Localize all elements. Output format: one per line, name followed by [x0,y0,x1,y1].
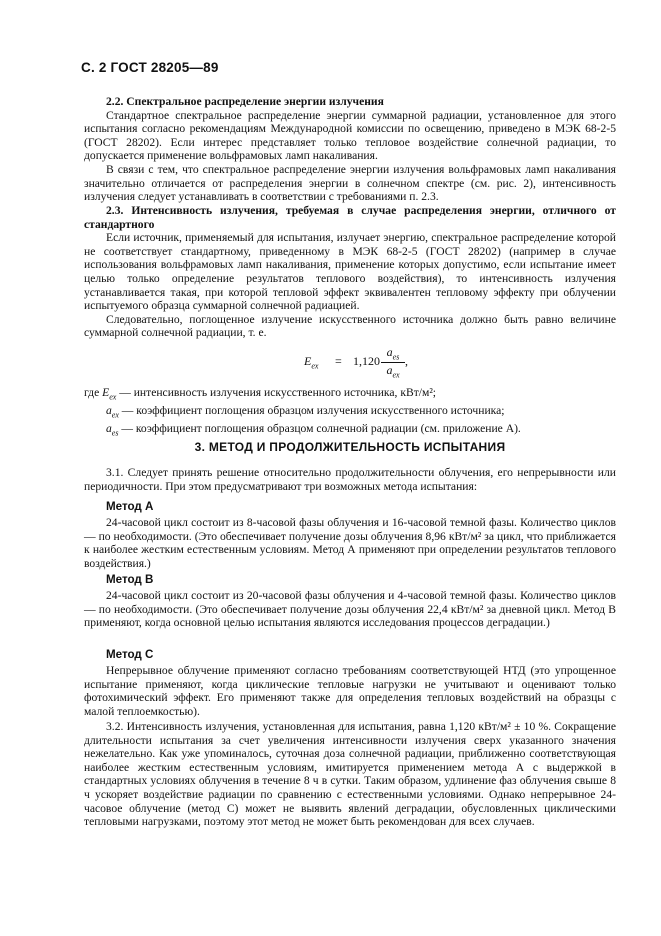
section-3-2: 3.2. Интенсивность излучения, установленная для испытания, равна 1,120 кВт/м² ± 10 %. Сокращение длительности испытания за счет увеличения интенсивности излучения сверх указанного значения нежелательно. Как уже упоминалось, суточная доза солнечной радиации, приближенно соответствующая наиболее жестким естественным условиям, имитируется применением метода А с выдержкой в стандартных условиях облучения в течение 8 ч в сутки. Таким образом, удлинение фаз облучения свыше 8 ч ускоряет воздействие радиации по сравнению с естественными условиями. Однако непрерывное 24-часовое облучение (метод С) может не выявить явлений деградации, обусловленных циклическими тепловыми нагрузками, поэтому этот метод не может быть рекомендован для всех случаев. [84,720,616,829]
method-b-title: Метод В [106,573,154,586]
method-a-title: Метод А [106,500,154,513]
section-2-3-para-1: Если источник, применяемый для испытания, излучает энергию, спектральное распределение которой не соответствует стандартному, приведенному в МЭК 68-2-5 (ГОСТ 28202) (например в случае использования вольфрамовых ламп накаливания, применение которых допустимо, если испытание имеет целью только определение результатов теплового воздействия), то интенсивность излучения устанавливается такая, при которой тепловой эффект эквивалентен тепловому эффекту при облучении испытуемого образца суммарной солнечной радиацией. [84,231,616,313]
method-c-text: Непрерывное облучение применяют согласно требованиям соответствующей НТД (это упрощенное испытание применяют, когда циклические тепловые нагрузки не учитывают и оценивают только фотохимический эффект. Его применяют также для определения тепловых воздействий на образцы с малой теплоемкостью). [84,664,616,718]
legend-item: $a_{es}$ — коэффициент поглощения образцом солнечной радиации (см. приложение А). [106,421,521,438]
section-2-2-title: 2.2. Спектральное распределение энергии излучения [106,95,384,108]
formula [304,345,484,381]
section-3-title: 3. МЕТОД И ПРОДОЛЖИТЕЛЬНОСТЬ ИСПЫТАНИЯ [194,440,506,454]
formula-equals: = [335,354,342,368]
legend-item: где $E_{ex}$ — интенсивность излучения искусственного источника, кВт/м²; [84,386,437,402]
section-2-2-para-1: Стандартное спектральное распределение энергии суммарной радиации, установленное для этого испытания согласно рекомендациям Международной комиссии по освещению, приведено в МЭК 68-2-5 (ГОСТ 28202). Если интерес представляет только тепловое воздействие солнечной радиации, то допускается применение вольфрамовых ламп накаливания. [84,108,616,163]
section-2-2-para-2: В связи с тем, что спектральное распределение энергии излучения вольфрамовых ламп накаливания значительно отличается от распределения энергии в солнечном спектре (см. рис. 2), интенсивность излучения следует устанавливать в соответствии с требованиями п. 2.3. [84,162,616,204]
formula-comma: , [405,354,408,368]
formula-fraction: $a_{es}$ $a_{ex}$ [381,345,405,380]
page-header: С. 2 ГОСТ 28205—89 [81,60,219,75]
section-2-3-para-2: Следовательно, поглощенное излучение искусственного источника должно быть равно величине суммарной солнечной радиации, т. е. [84,312,616,340]
method-a-text: 24-часовой цикл состоит из 8-часовой фазы облучения и 16-часовой темной фазы. Количество циклов — по необходимости. (Это обеспечивает получение дозы облучения 8,96 кВт/м² за цикл, что приближается к наиболее жестким естественным условиям. Метод А применяют при определении результатов теплового воздействия.) [84,516,616,570]
section-2-3-title: 2.3. Интенсивность излучения, требуемая в случае распределения энергии, отличного от стандартного [84,204,616,231]
section-3-1: 3.1. Следует принять решение относительно продолжительности облучения, его непрерывности или периодичности. При этом предусматривают три возможных метода испытания: [84,466,616,493]
formula-lhs: $E_{ex}$ [304,354,319,371]
section-2-3 [84,204,616,340]
method-c-title: Метод С [106,648,154,661]
method-b-text: 24-часовой цикл состоит из 20-часовой фазы облучения и 4-часовой темной фазы. Количество циклов — по необходимости. (Это обеспечивает получение дозы облучения 22,4 кВт/м² за дневной цикл. Метод В применяют, когда основной целью испытания являются исследования процессов деградации.) [84,589,616,630]
section-2-2 [84,95,616,204]
formula-coefficient: 1,120 [353,354,380,368]
symbol-legend [84,386,616,440]
legend-item: $a_{ex}$ — коэффициент поглощения образцом излучения искусственного источника; [106,403,505,420]
